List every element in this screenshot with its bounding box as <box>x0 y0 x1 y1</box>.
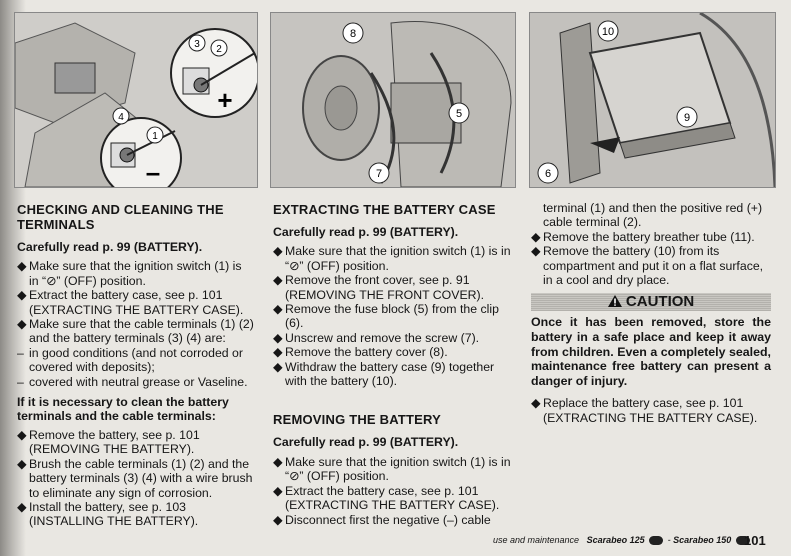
battery-case-illustration <box>270 12 516 188</box>
checking-steps <box>17 259 254 389</box>
column-checking-terminals <box>17 202 254 529</box>
extracting-steps <box>273 244 513 388</box>
list-item: ◆ Disconnect first the negative (–) cable <box>273 512 491 527</box>
list-item: ◆ Extract the battery case, see p. 101 (EXTRACTING THE BATTERY CASE). <box>17 288 244 317</box>
callout-4: 4 <box>118 112 124 123</box>
page-footer <box>493 535 752 545</box>
footer-model-2: Scarabeo 150 <box>673 535 732 545</box>
callout-1: 1 <box>152 131 158 142</box>
callout-5: 5 <box>455 108 463 120</box>
column-removing-continued <box>531 201 771 425</box>
list-item: ◆ Remove the battery, see p. 101 (REMOVING THE BATTERY). <box>17 427 200 457</box>
page-number: 101 <box>744 533 766 548</box>
caution-banner <box>531 293 771 311</box>
read-note: Carefully read p. 99 (BATTERY). <box>273 435 459 450</box>
list-item: ◆ Make sure that the ignition switch (1) is in “⊘” (OFF) position. <box>273 454 511 484</box>
list-item: ◆ Install the battery, see p. 103 (INSTALLING THE BATTERY). <box>17 499 199 529</box>
callout-3: 3 <box>194 39 200 50</box>
cleaning-steps <box>17 428 254 529</box>
callout-9: 9 <box>683 112 691 124</box>
terminals-illustration <box>14 12 258 188</box>
list-item: ◆ Remove the fuse block (5) from the clip (6). <box>273 302 499 331</box>
footer-text: use and maintenance <box>493 535 580 545</box>
continued-text: terminal (1) and then the positive red (+) cable terminal (2). <box>543 201 763 230</box>
list-item: ◆ Remove the battery cover (8). <box>273 345 448 360</box>
column-extracting-case <box>273 202 513 527</box>
minus-sign: – <box>145 157 161 187</box>
callout-8: 8 <box>349 28 357 40</box>
warning-triangle-icon <box>608 295 622 307</box>
callout-2: 2 <box>216 44 222 55</box>
callout-6: 6 <box>544 168 552 180</box>
list-item: ◆ Extract the battery case, see p. 101 (EXTRACTING THE BATTERY CASE). <box>273 483 500 513</box>
callout-10: 10 <box>601 26 615 38</box>
list-item: – covered with neutral grease or Vaseline. <box>17 374 248 389</box>
removing-steps-continued <box>531 230 771 288</box>
caution-label: CAUTION <box>625 293 695 311</box>
callout-7: 7 <box>375 168 383 180</box>
list-item: ◆ Unscrew and remove the screw (7). <box>273 330 480 345</box>
section-title-checking: CHECKING AND CLEANING THE TERMINALS <box>17 202 224 232</box>
section-title-removing: REMOVING THE BATTERY <box>273 412 441 428</box>
list-item: ◆ Remove the front cover, see p. 91 (REMOVING THE FRONT COVER). <box>273 273 485 302</box>
footer-model-1: Scarabeo 125 <box>586 535 645 545</box>
caution-text: Once it has been removed, store the battery in a safe place and keep it away from children. Even a completely sealed, maintenance free battery can present a danger of injury. <box>531 315 771 388</box>
removing-steps <box>273 455 513 527</box>
list-item: ◆ Remove the battery breather tube (11). <box>531 229 755 244</box>
read-note: Carefully read p. 99 (BATTERY). <box>273 225 459 239</box>
battery-removal-illustration <box>529 12 776 188</box>
usa-badge-icon <box>649 536 663 545</box>
replace-steps <box>531 396 771 425</box>
footer-separator: - <box>667 535 671 545</box>
read-note: Carefully read p. 99 (BATTERY). <box>17 240 203 254</box>
plus-sign: + <box>217 85 233 115</box>
list-item: ◆ Remove the battery (10) from its compartment and put it on a flat surface, in a cool and dry place. <box>531 244 764 288</box>
list-item: ◆ Make sure that the cable terminals (1) (2) and the battery terminals (3) (4) are: <box>17 317 254 346</box>
list-item: ◆ Make sure that the ignition switch (1) is in “⊘” (OFF) position. <box>17 259 242 288</box>
list-item: – in good conditions (and not corroded or covered with deposits); <box>17 345 243 375</box>
list-item: ◆ Brush the cable terminals (1) (2) and the battery terminals (3) (4) with a wire brush to eliminate any sign of corrosion. <box>17 456 253 500</box>
section-title-extracting: EXTRACTING THE BATTERY CASE <box>273 202 496 217</box>
list-item: ◆ Make sure that the ignition switch (1) is in “⊘” (OFF) position. <box>273 244 511 273</box>
list-item: ◆ Withdraw the battery case (9) together with the battery (10). <box>273 359 495 389</box>
cleaning-subheading: If it is necessary to clean the battery terminals and the cable terminals: <box>17 395 229 424</box>
list-item: ◆ Replace the battery case, see p. 101 (EXTRACTING THE BATTERY CASE). <box>531 396 758 425</box>
